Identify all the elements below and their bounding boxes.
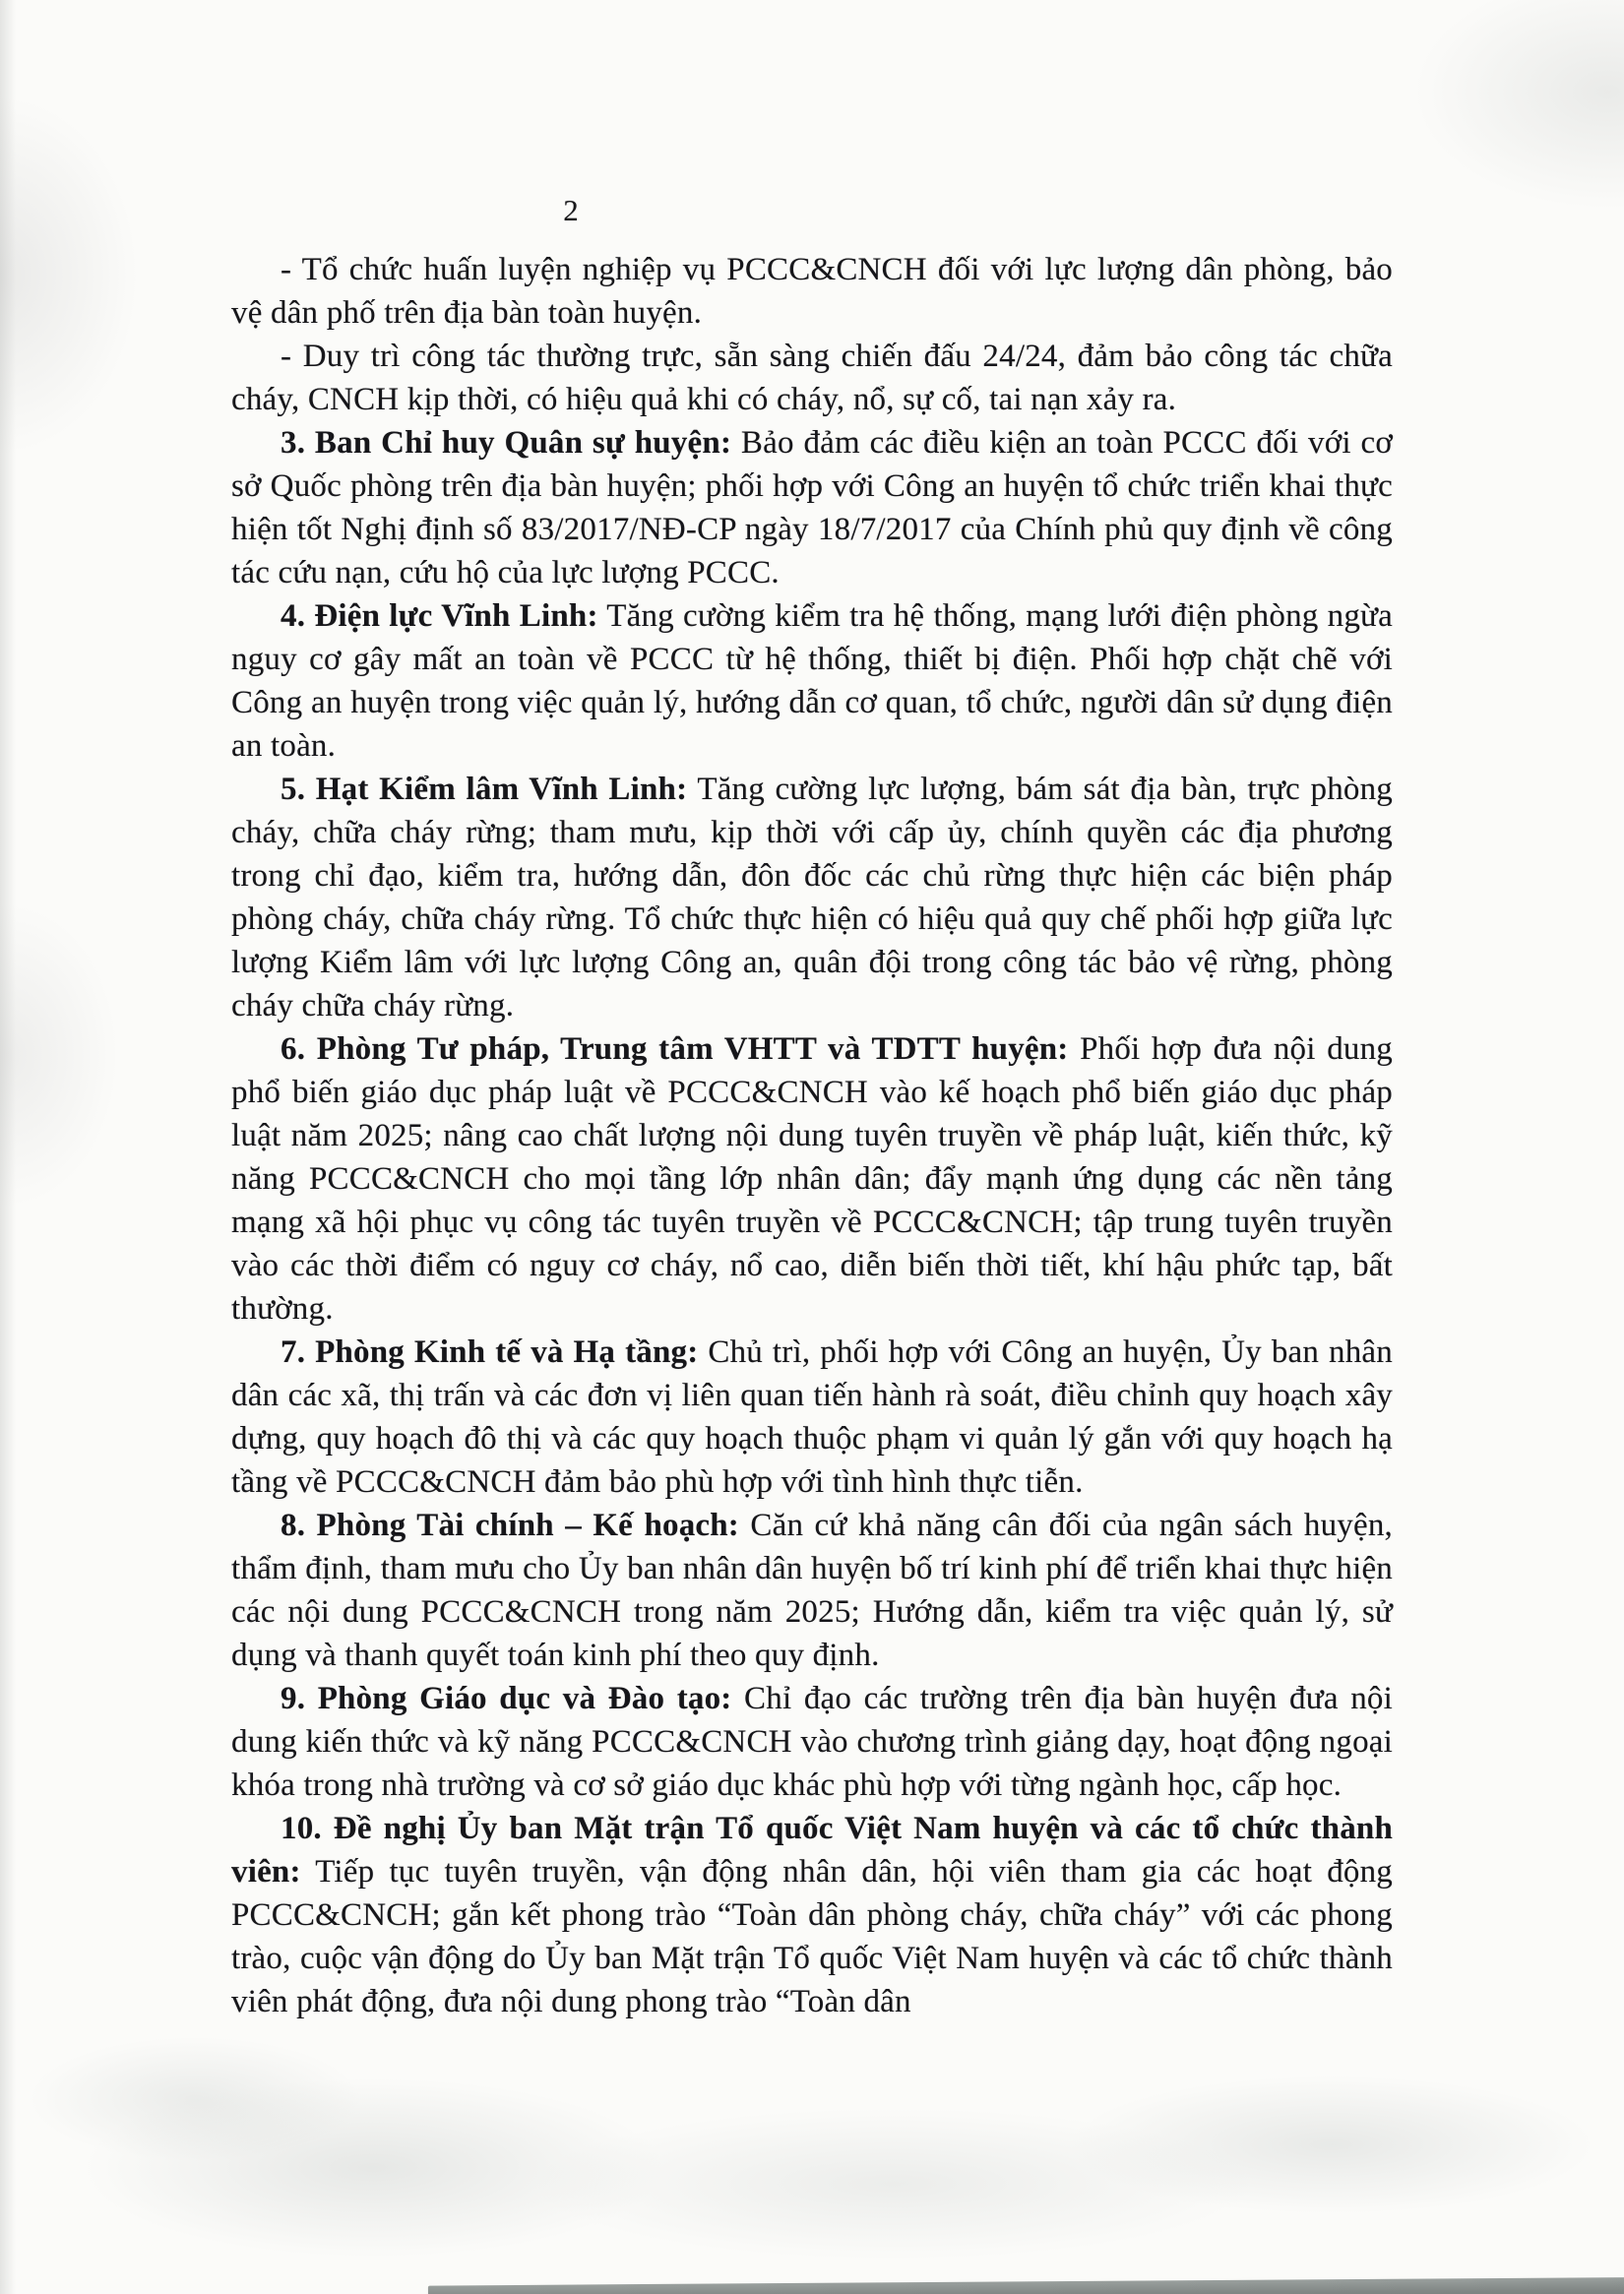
paragraph-body: - Tổ chức huấn luyện nghiệp vụ PCCC&CNCH đối với lực lượng dân phòng, bảo vệ dân phố trên địa bàn toàn huyện.: [231, 252, 1393, 331]
paragraph-lead: 7. Phòng Kinh tế và Hạ tầng:: [281, 1334, 699, 1370]
paragraph-lead: 3. Ban Chỉ huy Quân sự huyện:: [281, 425, 732, 461]
document-body: [231, 248, 1393, 2023]
paragraph-body: Tăng cường kiểm tra hệ thống, mạng lưới điện phòng ngừa nguy cơ gây mất an toàn về PCCC từ hệ thống, thiết bị điện. Phối hợp chặt chẽ với Công an huyện trong việc quản lý, hướng dẫn cơ quan, tổ chức, người dân sử dụng điện an toàn.: [231, 598, 1393, 764]
paragraph-body: Bảo đảm các điều kiện an toàn PCCC đối với cơ sở Quốc phòng trên địa bàn huyện; phối hợp với Công an huyện tổ chức triển khai thực hiện tốt Nghị định số 83/2017/NĐ-CP ngày 18/7/2017 của Chính phủ quy định về công tác cứu nạn, cứu hộ của lực lượng PCCC.: [231, 425, 1393, 590]
paragraph-lead: 6. Phòng Tư pháp, Trung tâm VHTT và TDTT huyện:: [281, 1031, 1069, 1067]
paragraph-body: Tăng cường lực lượng, bám sát địa bàn, trực phòng cháy, chữa cháy rừng; tham mưu, kịp thời với cấp ủy, chính quyền các địa phương trong chỉ đạo, kiểm tra, hướng dẫn, đôn đốc các chủ rừng thực hiện các biện pháp phòng cháy, chữa cháy rừng. Tổ chức thực hiện có hiệu quả quy chế phối hợp giữa lực lượng Kiểm lâm với lực lượng Công an, quân đội trong công tác bảo vệ rừng, phòng cháy chữa cháy rừng.: [231, 772, 1393, 1023]
paragraph: [231, 1027, 1393, 1331]
paragraph-body: - Duy trì công tác thường trực, sẵn sàng chiến đấu 24/24, đảm bảo công tác chữa cháy, CNCH kịp thời, có hiệu quả khi có cháy, nổ, sự cố, tai nạn xảy ra.: [231, 339, 1393, 417]
paragraph: [231, 1807, 1393, 2023]
paragraph: [231, 1677, 1393, 1807]
paragraph-lead: 8. Phòng Tài chính – Kế hoạch:: [281, 1508, 739, 1543]
paragraph: [231, 1331, 1393, 1504]
paragraph-lead: 9. Phòng Giáo dục và Đào tạo:: [281, 1681, 732, 1716]
paragraph-body: Phối hợp đưa nội dung phổ biến giáo dục pháp luật về PCCC&CNCH vào kế hoạch phổ biến giáo dục pháp luật năm 2025; nâng cao chất lượng nội dung tuyên truyền về pháp luật, kiến thức, kỹ năng PCCC&CNCH cho mọi tầng lớp nhân dân; đẩy mạnh ứng dụng các nền tảng mạng xã hội phục vụ công tác tuyên truyền về PCCC&CNCH; tập trung tuyên truyền vào các thời điểm có nguy cơ cháy, nổ cao, diễn biến thời tiết, khí hậu phức tạp, bất thường.: [231, 1031, 1393, 1327]
paragraph: [231, 248, 1393, 335]
paragraph-body: Tiếp tục tuyên truyền, vận động nhân dân, hội viên tham gia các hoạt động PCCC&CNCH; gắn kết phong trào “Toàn dân phòng cháy, chữa cháy” với các phong trào, cuộc vận động do Ủy ban Mặt trận Tổ quốc Việt Nam huyện và các tổ chức thành viên phát động, đưa nội dung phong trào “Toàn dân: [231, 1854, 1393, 2019]
paragraph-lead: 5. Hạt Kiểm lâm Vĩnh Linh:: [281, 772, 688, 807]
paragraph: [231, 594, 1393, 768]
page-number: 2: [563, 193, 579, 227]
paragraph-body: Căn cứ khả năng cân đối của ngân sách huyện, thẩm định, tham mưu cho Ủy ban nhân dân huyện bố trí kinh phí để triển khai thực hiện các nội dung PCCC&CNCH trong năm 2025; Hướng dẫn, kiểm tra việc quản lý, sử dụng và thanh quyết toán kinh phí theo quy định.: [231, 1508, 1393, 1673]
paragraph-body: Chủ trì, phối hợp với Công an huyện, Ủy ban nhân dân các xã, thị trấn và các đơn vị liên quan tiến hành rà soát, điều chỉnh quy hoạch xây dựng, quy hoạch đô thị và các quy hoạch thuộc phạm vi quản lý gắn với quy hoạch hạ tầng về PCCC&CNCH đảm bảo phù hợp với tình hình thực tiễn.: [231, 1334, 1393, 1500]
paragraph-body: Chỉ đạo các trường trên địa bàn huyện đưa nội dung kiến thức và kỹ năng PCCC&CNCH vào chương trình giảng dạy, hoạt động ngoại khóa trong nhà trường và cơ sở giáo dục khác phù hợp với từng ngành học, cấp học.: [231, 1681, 1393, 1803]
paragraph: [231, 768, 1393, 1027]
paragraph: [231, 1504, 1393, 1677]
paragraph-lead: 4. Điện lực Vĩnh Linh:: [281, 598, 598, 634]
paragraph-lead: 10. Đề nghị Ủy ban Mặt trận Tổ quốc Việt Nam huyện và các tổ chức thành viên:: [231, 1811, 1393, 1890]
scan-edge-artifact: [428, 2277, 1624, 2294]
paragraph: [231, 421, 1393, 594]
paragraph: [231, 335, 1393, 421]
